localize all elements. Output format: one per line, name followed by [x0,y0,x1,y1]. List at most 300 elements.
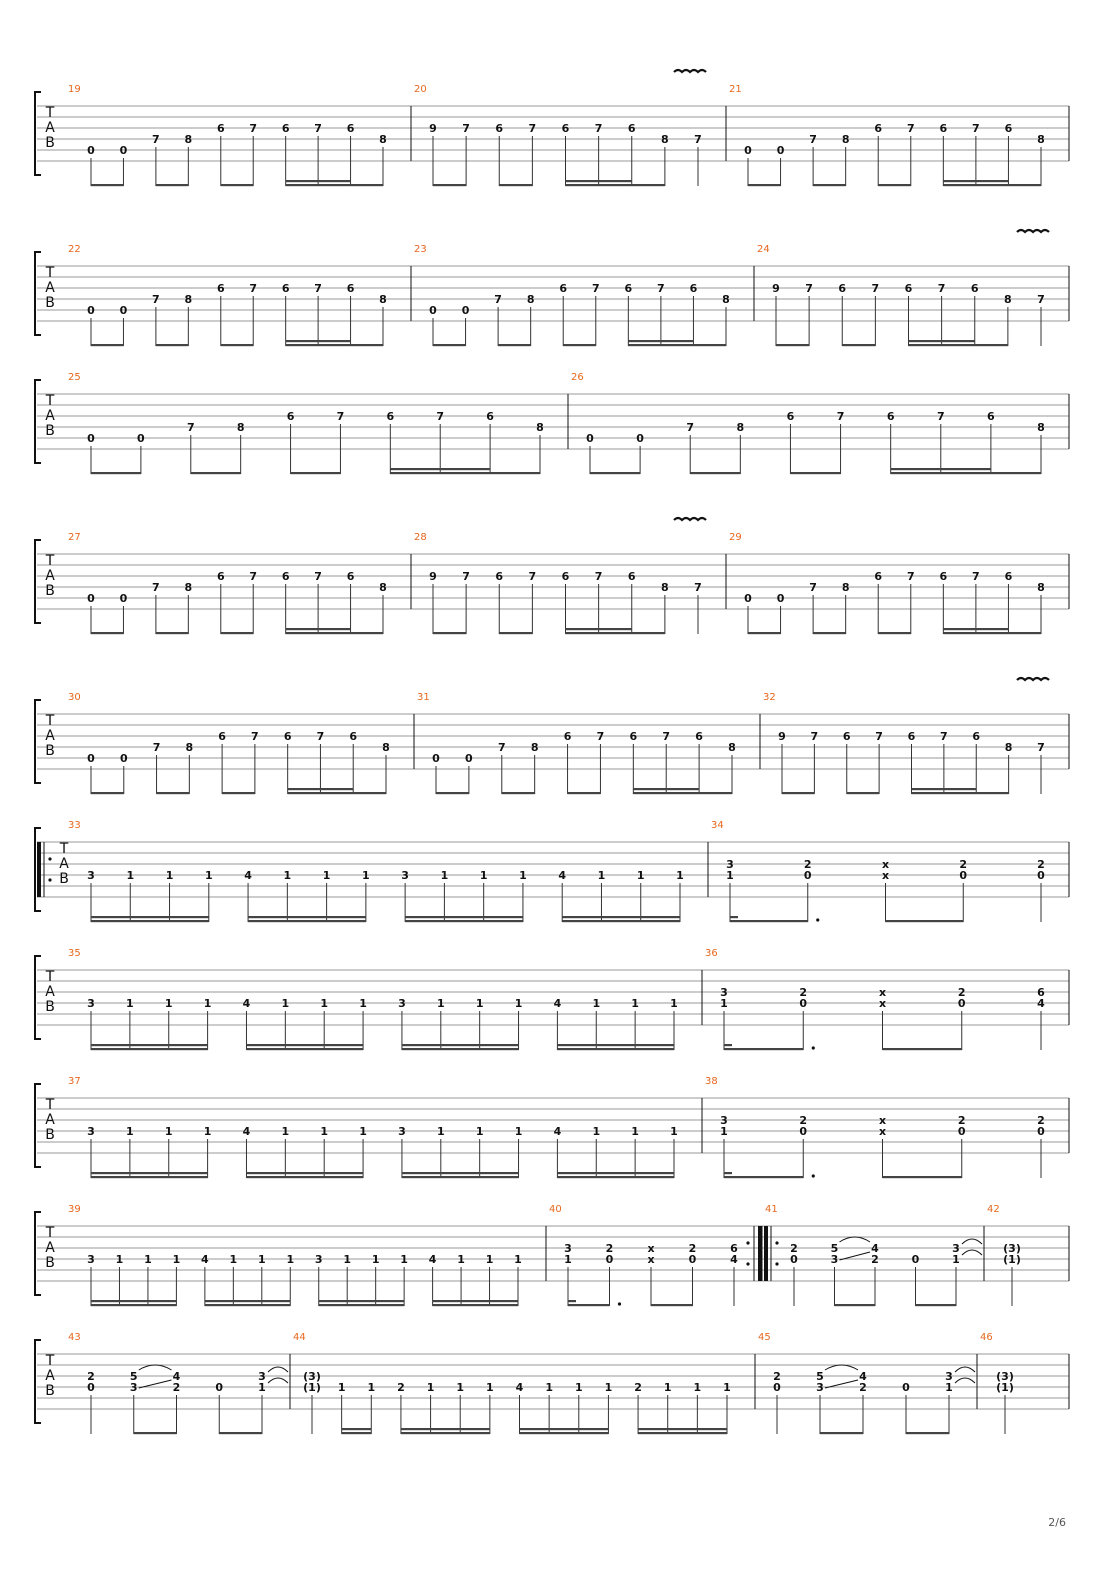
fret-number: 0 [465,752,473,765]
beam [246,1176,363,1178]
measure-number: 22 [68,244,81,255]
fret-number: 7 [809,133,817,146]
fret-number: (1) [996,1381,1014,1394]
fret-number: 8 [1037,581,1045,594]
measure-21 [729,84,1045,186]
fret-number: 0 [119,304,128,317]
beam [499,184,532,186]
repeat-dot [775,1241,778,1244]
beam [342,1432,372,1434]
beam [638,1432,727,1434]
fret-number: 9 [429,122,437,135]
repeat-dot [48,857,51,860]
repeat-start-barline [764,1226,768,1281]
fret-number: 6 [1037,986,1045,999]
fret-number: 7 [462,570,470,583]
fret-number: 4 [242,1125,251,1138]
tab-clef-letter: T [45,1353,55,1369]
fret-number: 6 [281,570,290,583]
vibrato-mark [674,518,706,520]
beam [405,916,523,918]
beam [91,1044,208,1046]
fret-number: 1 [440,869,449,882]
fret-number: 6 [495,122,504,135]
fret-number: 6 [346,570,355,583]
beam [1008,184,1041,186]
fret-number: 6 [842,730,851,743]
beam [748,632,781,634]
fret-number: 1 [663,1381,672,1394]
fret-number: 1 [670,1125,678,1138]
page-number: 2/6 [1048,1516,1066,1529]
partial-beam [724,1044,732,1046]
tab-clef-letter: A [45,568,55,584]
fret-number: 1 [343,1253,352,1266]
measure-number: 43 [68,1332,81,1343]
fret-number: 2 [959,858,968,871]
fret-number: 2 [957,986,966,999]
tab-system [35,70,1069,186]
fret-number: 8 [722,293,730,306]
beam [222,792,255,794]
fret-number: (3) [303,1370,321,1383]
fret-number: x [881,869,890,882]
beam [878,632,911,634]
fret-number: 1 [519,869,527,882]
fret-number: 1 [371,1253,380,1266]
fret-number: 6 [1004,570,1013,583]
beam [847,792,879,794]
fret-number: 0 [87,304,95,317]
fret-number: 6 [972,730,981,743]
fret-number: 1 [320,997,329,1010]
fret-number: 7 [251,730,259,743]
fret-number: 3 [87,1253,95,1266]
beam [590,472,640,474]
tab-clef-letter: T [45,969,55,985]
tab-clef-letter: A [45,728,55,744]
fret-number: 1 [945,1381,953,1394]
beam [91,1172,208,1174]
measure-number: 20 [414,84,427,95]
beam [221,184,253,186]
tab-system [35,1076,1069,1178]
fret-number: 0 [605,1253,614,1266]
tab-system [35,1332,1069,1434]
fret-number: 1 [203,1125,212,1138]
fret-number: 7 [152,133,160,146]
fret-number: 1 [281,1125,290,1138]
fret-number: 8 [661,133,669,146]
fret-number: 6 [730,1242,738,1255]
beam [205,1300,290,1302]
fret-number: 0 [1037,869,1045,882]
beam [319,1300,404,1302]
beam [405,920,523,922]
measure-40 [549,1204,762,1306]
fret-number: 7 [657,282,665,295]
tab-clef-letter: B [45,423,55,439]
fret-number: 3 [720,986,728,999]
fret-number: 6 [218,730,226,743]
fret-number: 7 [596,730,605,743]
beam [566,628,632,630]
beam [246,1048,363,1050]
fret-number: 0 [902,1381,910,1394]
fret-number: 7 [528,570,537,583]
beam [568,1304,610,1306]
tab-clef-letter: B [45,999,55,1015]
tie-arc [955,1367,975,1372]
tab-clef-letter: A [45,984,55,1000]
measure-46 [980,1332,1014,1434]
fret-number: 7 [249,570,258,583]
system-bracket [35,540,41,623]
fret-number: 1 [320,1125,329,1138]
fret-number: 6 [486,410,494,423]
tab-clef-letter: A [45,1240,55,1256]
measure-41 [764,1204,982,1306]
beam [499,632,532,634]
fret-number: 0 [957,1125,966,1138]
beam [563,344,596,346]
beam [562,916,680,918]
beam [1008,632,1041,634]
beam [557,1176,674,1178]
rhythm-dot [812,1046,815,1049]
fret-number: 6 [627,570,636,583]
slur-tie [825,1365,858,1370]
fret-number: 1 [726,869,734,882]
beam [912,792,977,794]
fret-number: 9 [429,570,437,583]
fret-number: 2 [605,1242,614,1255]
beam [156,184,188,186]
fret-number: 1 [359,997,367,1010]
fret-number: 0 [1037,1125,1045,1138]
fret-number: (3) [1003,1242,1021,1255]
tie-arc [962,1239,982,1244]
fret-number: 5 [129,1370,138,1383]
tie-arc [955,1378,975,1383]
fret-number: 1 [286,1253,295,1266]
fret-number: 7 [936,410,945,423]
fret-number: 7 [810,730,819,743]
fret-number: 6 [349,730,358,743]
beam [436,792,469,794]
beam [976,792,1008,794]
vibrato-mark [1017,230,1049,232]
beam [91,1304,176,1306]
beam [883,1048,962,1050]
measure-27 [68,532,387,634]
fret-number: 0 [87,592,95,605]
fret-number: 3 [401,869,409,882]
fret-number: 0 [586,432,594,445]
fret-number: 2 [172,1381,181,1394]
fret-number: 8 [379,293,387,306]
fret-number: 6 [629,730,638,743]
fret-number: 6 [904,282,913,295]
fret-number: 2 [803,858,812,871]
tab-system [35,948,1069,1050]
slur-tie [840,1237,871,1242]
fret-number: 6 [561,570,570,583]
measure-number: 28 [414,532,427,543]
measure-number: 23 [414,244,427,255]
fret-number: 1 [322,869,331,882]
beam [221,344,253,346]
fret-number: 5 [830,1242,839,1255]
measure-number: 34 [711,820,724,831]
beam [402,1176,519,1178]
beam [632,184,665,186]
beam [628,344,693,346]
fret-number: 1 [604,1381,613,1394]
fret-number: 7 [937,282,946,295]
fret-number: 1 [514,1125,523,1138]
fret-number: 6 [886,410,895,423]
fret-number: 0 [137,432,145,445]
beam [351,184,383,186]
measure-number: 36 [705,948,718,959]
beam [91,344,123,346]
fret-number: 7 [906,570,915,583]
measure-number: 32 [763,692,776,703]
fret-number: 1 [164,997,173,1010]
measure-34 [711,820,1045,922]
beam [91,916,209,918]
tab-clef-letter: A [45,408,55,424]
beam [134,1432,177,1434]
fret-number: 1 [426,1381,435,1394]
fret-number: 4 [428,1253,437,1266]
beam [401,1432,490,1434]
fret-number: 7 [186,421,195,434]
fret-number: 1 [165,869,174,882]
beam [156,344,188,346]
beam [191,472,241,474]
fret-number: 3 [87,1125,95,1138]
beam [628,340,693,342]
beam [562,920,680,922]
fret-number: 6 [561,122,570,135]
tab-clef-letter: T [45,105,55,121]
fret-number: 7 [462,122,470,135]
fret-number: 6 [939,122,948,135]
beam [916,1304,957,1306]
fret-number: 6 [786,410,795,423]
measure-number: 30 [68,692,81,703]
fret-number: 1 [362,869,370,882]
fret-number: 7 [591,282,600,295]
fret-number: 6 [838,282,847,295]
fret-number: 6 [386,410,395,423]
fret-number: 7 [314,122,322,135]
beam [693,344,726,346]
fret-number: 8 [184,293,193,306]
fret-number: 1 [631,1125,639,1138]
beam [291,472,341,474]
beam [638,1428,727,1430]
fret-number: 7 [314,570,322,583]
fret-number: 1 [475,1125,484,1138]
fret-number: 6 [559,282,568,295]
fret-number: 7 [875,730,883,743]
fret-number: x [878,986,887,999]
fret-number: 1 [337,1381,346,1394]
tab-clef-letter: T [45,553,55,569]
beam [566,632,632,634]
repeat-end-barline [758,1226,762,1281]
fret-number: 1 [281,997,290,1010]
measure-number: 39 [68,1204,81,1215]
tab-system [35,678,1069,794]
fret-number: 8 [661,581,669,594]
fret-number: 7 [314,282,322,295]
beam [790,472,840,474]
fret-number: 3 [816,1381,824,1394]
fret-number: 4 [871,1242,879,1255]
measure-number: 25 [68,372,81,383]
fret-number: 3 [398,1125,406,1138]
beam [835,1304,876,1306]
beam [886,920,964,922]
measure-number: 26 [571,372,584,383]
tie-arc [268,1378,288,1383]
fret-number: 0 [87,752,95,765]
fret-number: 8 [736,421,745,434]
measure-number: 24 [757,244,770,255]
fret-number: 0 [803,869,812,882]
beam [91,1300,176,1302]
fret-number: 8 [379,133,387,146]
fret-number: 6 [281,122,290,135]
beam [390,468,490,470]
beam [353,792,386,794]
measure-38 [705,1076,1045,1178]
fret-number: 7 [594,570,603,583]
fret-number: 8 [841,133,850,146]
fret-number: 1 [564,1253,572,1266]
beam [402,1044,519,1046]
fret-number: x [647,1253,655,1266]
beam [724,1176,803,1178]
fret-number: 1 [574,1381,583,1394]
fret-number: 2 [957,1114,966,1127]
fret-number: 7 [1037,741,1045,754]
measure-44 [293,1332,731,1434]
system-bracket [35,1084,41,1167]
fret-number: 1 [258,1381,266,1394]
fret-number: (1) [303,1381,321,1394]
fret-number: 8 [1004,293,1012,306]
fret-number: 1 [144,1253,152,1266]
tab-clef-letter: B [45,1383,55,1399]
tab-clef-letter: T [45,1225,55,1241]
fret-number: 0 [636,432,644,445]
fret-number: 1 [283,869,292,882]
fret-number: 8 [236,421,245,434]
tab-clef-letter: A [59,856,69,872]
fret-number: 3 [830,1253,839,1266]
fret-number: 1 [475,997,484,1010]
beam [842,344,875,346]
tab-clef-letter: B [59,871,69,887]
measure-35 [68,948,678,1050]
beam [632,632,665,634]
fret-number: 6 [689,282,698,295]
fret-number: (3) [996,1370,1014,1383]
fret-number: 6 [624,282,633,295]
beam [557,1048,674,1050]
beam [891,472,991,474]
measure-30 [68,692,390,794]
beam [433,632,466,634]
fret-number: 8 [530,741,539,754]
beam [699,792,732,794]
fret-number: 7 [972,570,980,583]
tie-arc [962,1250,982,1255]
beam [246,1172,363,1174]
measure-number: 46 [980,1332,993,1343]
beam [402,1172,519,1174]
beam [351,344,383,346]
fret-number: 6 [286,410,295,423]
fret-number: 0 [776,592,785,605]
fret-number: 4 [553,997,562,1010]
fret-number: 1 [204,869,213,882]
tab-clef-letter: B [45,1255,55,1271]
tab-clef-letter: B [45,743,55,759]
fret-number: 1 [723,1381,731,1394]
beam [943,180,1008,182]
rhythm-dot [816,918,819,921]
fret-number: 8 [382,741,390,754]
measure-number: 19 [68,84,81,95]
fret-number: 7 [906,122,915,135]
fret-number: 3 [87,869,95,882]
measure-43 [68,1332,288,1434]
tab-clef-letter: A [45,1112,55,1128]
beam [943,632,1008,634]
beam [91,632,123,634]
fret-number: 1 [457,1253,465,1266]
measure-number: 29 [729,532,742,543]
fret-number: 0 [744,592,752,605]
beam [566,180,632,182]
fret-number: 6 [216,282,225,295]
fret-number: 7 [871,282,880,295]
fret-number: 6 [216,570,225,583]
beam [91,920,209,922]
beam [401,1428,490,1430]
beam [502,792,535,794]
fret-number: x [878,1114,887,1127]
fret-number: 4 [242,997,251,1010]
fret-number: 1 [126,997,134,1010]
beam [91,1176,208,1178]
measure-number: 45 [758,1332,771,1343]
partial-beam [568,1300,576,1302]
tab-clef-letter: B [45,1127,55,1143]
tab-clef-letter: A [45,1368,55,1384]
beam [91,472,141,474]
measure-42 [987,1204,1021,1306]
fret-number: 7 [694,581,702,594]
system-bracket [35,700,41,783]
tab-clef-letter: B [45,135,55,151]
